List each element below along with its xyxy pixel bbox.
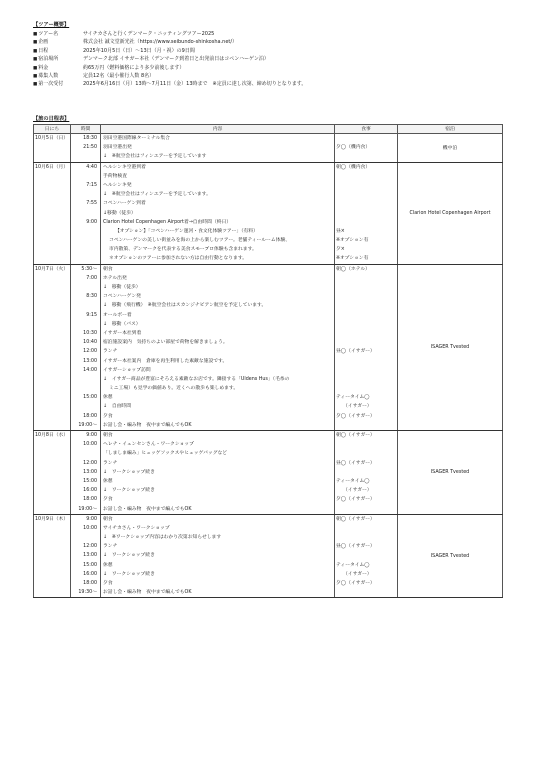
overview-key-label: 募集人数 <box>38 72 59 79</box>
meal-entry: 昼× <box>336 228 345 234</box>
meal-entry: 昼◯（イサガー） <box>336 349 375 355</box>
meal-entry: 昼◯（イサガー） <box>336 460 375 466</box>
overview-row <box>33 55 503 63</box>
meal-entry <box>335 366 397 375</box>
content-entry: イサガーショップ訪問 <box>103 367 151 373</box>
time-entry <box>71 236 100 245</box>
bullet-square-icon: ■ <box>33 48 38 54</box>
time-entry <box>71 384 100 393</box>
hotel-name: 機中泊 <box>442 146 458 152</box>
time-entry: 12:00 <box>83 349 97 355</box>
day-meals-cell <box>335 514 398 598</box>
day-hotel-cell <box>398 431 503 515</box>
content-entry: お話し会・編み物 夜中まで編んでもOK <box>103 506 192 512</box>
schedule-day-row <box>34 162 503 264</box>
day-content-cell <box>101 264 335 430</box>
day-meals-cell <box>335 162 398 264</box>
content-entry: 朝食 <box>103 516 113 522</box>
content-entry: ↓ 移動（バス） <box>103 321 141 327</box>
time-entry: 7:00 <box>86 275 97 281</box>
schedule-day-row <box>34 431 503 515</box>
time-entry <box>71 190 100 199</box>
meal-entry: （イサガー） <box>343 571 372 577</box>
content-entry: Clarion Hotel Copenhagen Airport着→自由時間（終日） <box>103 219 232 225</box>
content-entry: イサガー本社到着 <box>103 330 142 336</box>
time-entry: 18:00 <box>83 581 97 586</box>
time-entry: 10:00 <box>83 442 97 448</box>
meal-entry: 夕◯（イサガー） <box>336 413 375 419</box>
day-date: 10月9日（木） <box>35 516 69 522</box>
day-date-cell <box>34 162 71 264</box>
content-entry: ↓ イサガー商品が豊富にそろえる素敵なお店です。隣接する「Uldens Hus」（毛糸の <box>103 376 290 382</box>
content-entry: ヘレナ・イェンセンさん・ワークショップ <box>103 442 194 448</box>
meal-entry <box>335 283 397 292</box>
col-header-meals: 食事 <box>335 125 398 134</box>
bullet-square-icon: ■ <box>33 82 38 88</box>
content-entry: イサガー本社案内 倉庫を再生利用した素敵な施設です。 <box>103 358 228 364</box>
day-date-cell <box>34 264 71 430</box>
time-entry: 9:15 <box>86 312 97 318</box>
time-entry: 15:00 <box>83 478 97 484</box>
overview-key <box>33 55 83 63</box>
content-entry: 朝食 <box>103 433 113 438</box>
time-entry: 15:00 <box>83 562 97 568</box>
overview-key <box>33 80 83 88</box>
time-entry <box>71 245 100 254</box>
overview-key <box>33 38 83 46</box>
time-entry <box>71 402 100 411</box>
time-entry: 9:00 <box>86 219 97 225</box>
time-entry <box>71 172 100 181</box>
schedule-day-row <box>34 134 503 163</box>
meal-entry: ティータイム◯ <box>336 395 370 401</box>
time-entry: 12:00 <box>83 544 97 550</box>
day-date: 10月7日（火） <box>35 266 69 272</box>
time-entry <box>71 320 100 329</box>
time-entry: 19:30〜 <box>78 590 97 596</box>
content-entry: ランチ <box>103 349 118 355</box>
meal-entry <box>335 274 397 283</box>
meal-entry <box>335 440 397 449</box>
meal-entry <box>335 209 397 218</box>
day-date-cell <box>34 431 71 515</box>
overview-key <box>33 30 83 38</box>
meal-entry: ※オプション有 <box>336 238 369 244</box>
time-entry: 10:00 <box>83 525 97 531</box>
content-entry: ↓移動（徒歩） <box>103 210 136 216</box>
time-entry <box>71 375 100 384</box>
meal-entry <box>335 524 397 533</box>
meal-entry <box>335 449 397 458</box>
overview-row <box>33 64 503 72</box>
meal-entry <box>335 588 397 597</box>
day-times-cell <box>71 162 101 264</box>
col-header-content: 内容 <box>101 125 335 134</box>
time-entry: 13:00 <box>83 553 97 559</box>
meal-entry <box>335 357 397 366</box>
day-date: 10月5日（日） <box>35 136 69 141</box>
hotel-name: ISAGER Tvested <box>430 553 470 559</box>
content-entry: サイチカさん・ワークショップ <box>103 525 170 531</box>
meal-entry <box>335 199 397 208</box>
meal-entry: 朝◯（イサガー） <box>336 433 375 438</box>
time-entry <box>71 209 100 218</box>
meal-entry <box>335 384 397 393</box>
meal-entry <box>335 421 397 430</box>
bullet-square-icon: ■ <box>33 65 38 71</box>
time-entry <box>71 254 100 263</box>
day-times-cell <box>71 514 101 598</box>
content-entry: 夕食 <box>103 497 113 503</box>
day-date: 10月6日（月） <box>35 164 69 170</box>
meal-entry: ティータイム◯ <box>336 562 370 568</box>
meal-entry: 夕◯（機内食） <box>336 145 371 151</box>
content-entry: 宿泊施設案内 気持ちのよい部屋で荷物を解きましょう。 <box>103 340 228 346</box>
meal-entry: 朝◯（機内食） <box>336 164 371 170</box>
hotel-name: Clarion Hotel Copenhagen Airport <box>409 210 491 216</box>
meal-entry <box>335 301 397 310</box>
meal-entry <box>335 134 397 143</box>
meal-entry <box>335 533 397 542</box>
content-entry: 夕食 <box>103 413 113 419</box>
overview-list <box>33 30 503 89</box>
bullet-square-icon: ■ <box>33 40 38 46</box>
overview-value: デンマーク北部 イサガー本社（デンマーク到着日と出発前日はコペンハーゲン泊） <box>83 56 269 63</box>
content-entry: ↓ ※航空会社はフィンエアーを予定しています <box>103 154 207 160</box>
schedule-body <box>34 134 503 598</box>
time-entry <box>71 283 100 292</box>
time-entry: 10:30 <box>83 330 97 336</box>
day-times-cell <box>71 134 101 163</box>
content-entry: ランチ <box>103 544 118 550</box>
overview-row <box>33 72 503 80</box>
overview-key-label: 企画 <box>38 39 49 46</box>
day-content-cell <box>101 162 335 264</box>
day-hotel-cell <box>398 514 503 598</box>
content-entry: ↓ ワークショップ続き <box>103 488 155 494</box>
content-entry: ↓ ※航空会社はフィンエアーを予定しています。 <box>103 192 211 198</box>
content-entry: コペンハーゲン発 <box>103 294 141 300</box>
time-entry <box>71 533 100 542</box>
day-date-cell <box>34 514 71 598</box>
time-entry: 9:00 <box>86 433 97 438</box>
time-entry: 7:15 <box>86 182 97 188</box>
content-entry: ↓ ワークショップ続き <box>103 553 155 559</box>
content-entry: 休憩 <box>103 562 113 568</box>
col-header-time: 時間 <box>71 125 101 134</box>
day-meals-cell <box>335 431 398 515</box>
day-times-cell <box>71 431 101 515</box>
time-entry: 18:00 <box>83 413 97 419</box>
content-entry: ランチ <box>103 460 118 466</box>
content-entry: 市内散策、デンマークを代表する美食スモーブロ体験も含まれます。 <box>109 247 257 253</box>
overview-row <box>33 30 503 38</box>
content-entry: 「しましま編み」ヒュッゲソックスやヒュッゲバッグなど <box>103 451 228 457</box>
day-hotel-cell <box>398 264 503 430</box>
meal-entry: 朝◯（イサガー） <box>336 516 375 522</box>
time-entry: 13:00 <box>83 469 97 475</box>
content-entry: 羽田空港国際線ターミナル集合 <box>103 136 170 141</box>
day-meals-cell <box>335 264 398 430</box>
content-entry: 朝食 <box>103 266 113 272</box>
schedule-heading: 【旅の日程表】 <box>33 116 70 122</box>
time-entry: 5:30〜 <box>81 266 97 272</box>
time-entry: 19:00〜 <box>78 506 97 512</box>
time-entry: 18:00 <box>83 497 97 503</box>
overview-key-label: 料金 <box>38 64 49 71</box>
meal-entry: ティータイム◯ <box>336 478 370 484</box>
meal-entry: 夕× <box>336 247 345 253</box>
meal-entry <box>335 320 397 329</box>
time-entry: 4:40 <box>86 164 97 170</box>
day-hotel-cell <box>398 134 503 163</box>
content-entry: お話し会・編み物 夜中まで編んでもOK <box>103 590 192 596</box>
content-entry: 休憩 <box>103 395 113 401</box>
time-entry: 8:30 <box>86 294 97 300</box>
meal-entry: 朝◯（ホテル） <box>336 266 370 272</box>
content-entry: ヘルシンキ発 <box>103 182 132 188</box>
time-entry: 16:00 <box>83 488 97 494</box>
overview-key <box>33 64 83 72</box>
meal-entry <box>335 152 397 161</box>
schedule-day-row <box>34 514 503 598</box>
content-entry: ↓ ワークショップ続き <box>103 469 155 475</box>
content-entry: コペンハーゲンの美しい街並みを海の上から楽しむツアー。老舗ティールーム体験、 <box>109 238 291 244</box>
schedule-day-row <box>34 264 503 430</box>
hotel-name: ISAGER Tvested <box>430 344 470 350</box>
col-header-hotel: 宿泊 <box>398 125 503 134</box>
time-entry <box>71 449 100 458</box>
overview-value: 株式会社 誠文堂新光社（https://www.seibundo-shinkosha.net/） <box>83 39 238 46</box>
time-entry: 7:55 <box>86 201 97 207</box>
overview-heading: 【ツアー概要】 <box>33 22 70 28</box>
content-entry: ↓ ※ワークショップ内容はわかり次第お知らせします <box>103 535 222 541</box>
time-entry: 13:00 <box>83 358 97 364</box>
day-hotel-cell <box>398 162 503 264</box>
meal-entry: 夕◯（イサガー） <box>336 497 375 503</box>
day-date: 10月8日（水） <box>35 433 69 438</box>
overview-value: 定員12名（最小催行人数 8名） <box>83 72 155 79</box>
day-times-cell <box>71 264 101 430</box>
content-entry: コペンハーゲン到着 <box>103 201 146 207</box>
content-entry: 手荷物検査 <box>103 173 127 179</box>
meal-entry <box>335 375 397 384</box>
time-entry: 15:00 <box>83 395 97 401</box>
time-entry <box>71 152 100 161</box>
overview-row <box>33 38 503 46</box>
bullet-square-icon: ■ <box>33 32 38 37</box>
content-entry: ↓ 移動（飛行機） ※航空会社はスカンジナビアン航空を予定しています。 <box>103 303 267 309</box>
time-entry: 14:00 <box>83 367 97 373</box>
meal-entry <box>335 181 397 190</box>
content-entry: オールボー着 <box>103 312 132 318</box>
day-content-cell <box>101 431 335 515</box>
content-entry: 羽田空港出発 <box>103 145 132 151</box>
overview-key-label: 日程 <box>38 47 49 54</box>
content-entry: ＊オプションのツアーに参加されない方は自由行動となります。 <box>109 256 248 262</box>
meal-entry: （イサガー） <box>343 404 372 410</box>
content-entry: ミニ工場）も見学の価値あり。近くへの散歩も楽しめます。 <box>109 386 239 392</box>
day-content-cell <box>101 134 335 163</box>
meal-entry <box>335 218 397 227</box>
col-header-date: 日にち <box>34 125 71 134</box>
day-date-cell <box>34 134 71 163</box>
meal-entry <box>335 468 397 477</box>
content-entry: 夕食 <box>103 581 113 586</box>
content-entry: 【オプション】「コペンハーゲン運河・食文化体験ツアー」（有料） <box>115 228 258 234</box>
time-entry: 21:50 <box>83 145 97 151</box>
content-entry: お話し会・編み物 夜中まで編んでもOK <box>103 422 192 428</box>
overview-value: 2025年10月5日（日）〜13日（月・祝）の9日間 <box>83 47 195 54</box>
bullet-square-icon: ■ <box>33 57 38 63</box>
meal-entry <box>335 338 397 347</box>
time-entry: 19:00〜 <box>78 422 97 428</box>
overview-key-label: 宿泊場所 <box>38 56 59 63</box>
day-content-cell <box>101 514 335 598</box>
meal-entry <box>335 551 397 560</box>
overview-key <box>33 47 83 55</box>
content-entry: ホテル出発 <box>103 275 127 281</box>
hotel-name: ISAGER Tvested <box>430 469 470 475</box>
bullet-square-icon: ■ <box>33 73 38 79</box>
time-entry <box>71 301 100 310</box>
meal-entry: （イサガー） <box>343 488 372 494</box>
content-entry: 休憩 <box>103 478 113 484</box>
meal-entry: 夕◯（イサガー） <box>336 581 375 586</box>
overview-key <box>33 72 83 80</box>
time-entry: 10:40 <box>83 340 97 346</box>
meal-entry <box>335 505 397 514</box>
content-entry: ↓ 移動（徒歩） <box>103 285 141 290</box>
overview-row <box>33 80 503 88</box>
content-entry: ヘルシンキ空港到着 <box>103 164 146 170</box>
overview-value: サイチカさんと行くデンマーク・ニッティングツアー2025 <box>83 31 215 37</box>
meal-entry <box>335 172 397 181</box>
content-entry: ↓ 自由時間 <box>103 404 132 410</box>
time-entry <box>71 227 100 236</box>
schedule-table <box>33 124 503 598</box>
time-entry: 16:00 <box>83 571 97 577</box>
meal-entry <box>335 190 397 199</box>
overview-value: 約65万円（燃料価格により多少前後します） <box>83 64 185 71</box>
overview-row <box>33 47 503 55</box>
time-entry: 9:00 <box>86 516 97 522</box>
overview-key-label: ツアー名 <box>38 31 59 37</box>
schedule-header-row <box>34 125 503 134</box>
overview-value: 2025年6月16日（月）13時〜7月11日（金）13時まで ※定員に達し次第、締め切りとなります。 <box>83 81 307 88</box>
meal-entry: ※オプション有 <box>336 256 369 262</box>
meal-entry: 昼◯（イサガー） <box>336 544 375 550</box>
overview-key-label: 第一次受付 <box>38 81 64 88</box>
day-meals-cell <box>335 134 398 163</box>
content-entry: ↓ ワークショップ続き <box>103 571 155 577</box>
meal-entry <box>335 292 397 301</box>
time-entry: 12:00 <box>83 460 97 466</box>
meal-entry <box>335 329 397 338</box>
time-entry: 18:30 <box>83 136 97 141</box>
meal-entry <box>335 311 397 320</box>
